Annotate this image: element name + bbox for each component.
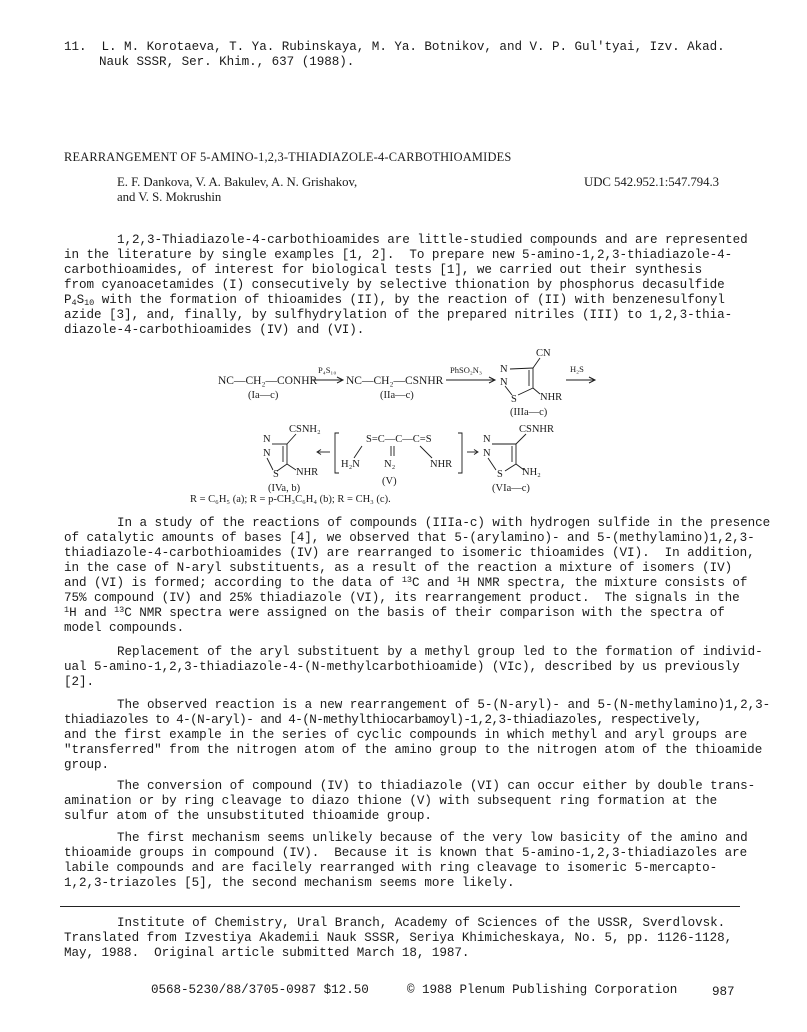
group-n2: N₂ bbox=[384, 459, 396, 470]
paragraph-1-line: from cyanoacetamides (I) consecutively by selective thionation by phosphorus decasulfide bbox=[64, 278, 725, 292]
bond bbox=[488, 458, 496, 470]
paragraph-6-line: The first mechanism seems unlikely because of the very low basicity of the amino and bbox=[117, 831, 748, 845]
ring-atom-s: S bbox=[511, 394, 517, 405]
paragraph-2-line: 75% compound (IV) and 25% thiadiazole (VI), its rearrangement product. The signals in the bbox=[64, 591, 740, 605]
substituent-nhr: NHR bbox=[430, 459, 453, 470]
paragraph-4-line: thiadiazoles to 4-(N-aryl)- and 4-(N-methylthiocarbamoyl)-1,2,3-thiadiazoles, respectively, bbox=[64, 713, 702, 727]
page-number: 987 bbox=[712, 985, 735, 999]
paragraph-6-line: 1,2,3-triazoles [5], the second mechanism seems more likely. bbox=[64, 876, 515, 890]
paragraph-3-line: Replacement of the aryl substituent by a methyl group led to the formation of individ- bbox=[117, 645, 763, 659]
reference-11-line-2: Nauk SSSR, Ser. Khim., 637 (1988). bbox=[99, 55, 355, 69]
bracket-left bbox=[335, 433, 339, 473]
authors-line-2: and V. S. Mokrushin bbox=[117, 190, 222, 204]
ring-atom-n: N bbox=[263, 448, 271, 459]
paragraph-2-line: in the case of N-aryl substituents, as a result of the reaction a mixture of isomers (IV) bbox=[64, 561, 733, 575]
ring-atom-n: N bbox=[483, 448, 491, 459]
substituent-cn: CN bbox=[536, 348, 551, 359]
bond bbox=[420, 446, 432, 458]
ring-atom-s: S bbox=[273, 469, 279, 480]
footnote-line-2: Translated from Izvestiya Akademii Nauk SSSR, Seriya Khimicheskaya, No. 5, pp. 1126-1128, bbox=[64, 931, 733, 945]
compound-ia-formula: NC—CH₂—CONHR bbox=[218, 375, 318, 387]
paragraph-4-line: "transferred" from the nitrogen atom of the amino group to the nitrogen atom of the thioamide bbox=[64, 743, 763, 757]
compound-ia-label: (Ia—c) bbox=[248, 390, 279, 401]
compound-iiia-label: (IIIa—c) bbox=[510, 407, 548, 418]
compound-via-label: (VIa—c) bbox=[492, 483, 530, 494]
p4s10-formula: $P_4S_{10}$ bbox=[64, 293, 95, 308]
reagent-p4s10: P₄S₁₀ bbox=[318, 365, 337, 375]
paragraph-1-line: carbothioamides, of interest for biological tests [1], we carried out their synthesis bbox=[64, 263, 703, 277]
bond bbox=[510, 368, 533, 369]
paragraph-5-line: The conversion of compound (IV) to thiadiazole (VI) can occur either by double trans- bbox=[117, 779, 756, 793]
ring-atom-n: N bbox=[500, 364, 508, 375]
reagent-phso2n3: PhSO₂N₃ bbox=[450, 365, 482, 375]
footnote-line-3: May, 1988. Original article submitted March 18, 1987. bbox=[64, 946, 470, 960]
r-group-definition: R = C₆H₅ (a); R = p-CH₃C₆H₄ (b); R = CH₃ (c). bbox=[190, 494, 391, 505]
bond bbox=[354, 446, 362, 458]
journal-code: 0568-5230/88/3705-0987 $12.50 bbox=[151, 983, 369, 997]
footnote-line-1: Institute of Chemistry, Ural Branch, Academy of Sciences of the USSR, Sverdlovsk. bbox=[117, 916, 726, 930]
footnote-divider bbox=[60, 906, 740, 907]
article-title: REARRANGEMENT OF 5-AMINO-1,2,3-THIADIAZOLE-4-CARBOTHIOAMIDES bbox=[64, 150, 512, 164]
compound-v-label: (V) bbox=[382, 476, 397, 487]
substituent-nh2: NH₂ bbox=[522, 467, 541, 478]
paragraph-1-line: diazole-4-carbothioamides (IV) and (VI). bbox=[64, 323, 365, 337]
reagent-h2s: H₂S bbox=[570, 364, 584, 374]
copyright-notice: © 1988 Plenum Publishing Corporation bbox=[407, 983, 678, 997]
reference-11-line-1: 11. L. M. Korotaeva, T. Ya. Rubinskaya, M. Ya. Botnikov, and V. P. Gul'tyai, Izv. Akad. bbox=[64, 40, 725, 54]
paragraph-2-line: $^1$H and $^{13}$C NMR spectra were assigned on the basis of their comparison with the spectra of bbox=[64, 605, 725, 620]
paragraph-1-line: azide [3], and, finally, by sulfhydrylation of the prepared nitriles (III) to 1,2,3-thia- bbox=[64, 308, 733, 322]
bond bbox=[287, 434, 296, 444]
ring-atom-n: N bbox=[500, 377, 508, 388]
compound-v-top: S=C—C—C=S bbox=[366, 434, 432, 445]
bond bbox=[533, 388, 540, 394]
ring-atom-n: N bbox=[483, 434, 491, 445]
bond bbox=[533, 358, 540, 368]
group-h2n: H₂N bbox=[341, 459, 360, 470]
paragraph-1-line: $P_4S_{10}$ with the formation of thioamides (II), by the reaction of (II) with benzenesulfonyl bbox=[64, 293, 725, 308]
bond bbox=[287, 464, 296, 470]
compound-iia-formula: NC—CH₂—CSNHR bbox=[346, 375, 444, 387]
paragraph-5-line: amination or by ring cleavage to diazo thione (V) with subsequent ring formation at the bbox=[64, 794, 718, 808]
bond bbox=[505, 464, 516, 471]
paragraph-2-line: model compounds. bbox=[64, 621, 185, 635]
compound-iia-label: (IIa—c) bbox=[380, 390, 414, 401]
substituent-csnh2: CSNH₂ bbox=[289, 424, 321, 435]
bond bbox=[518, 388, 533, 395]
substituent-csnhr: CSNHR bbox=[519, 424, 555, 435]
substituent-nhr: NHR bbox=[296, 467, 319, 478]
substituent-nhr: NHR bbox=[540, 392, 563, 403]
paragraph-1-line: in the literature by single examples [1, 2]. To prepare new 5-amino-1,2,3-thiadiazole-4- bbox=[64, 248, 733, 262]
paragraph-4-line: group. bbox=[64, 758, 110, 772]
paragraph-4-line: The observed reaction is a new rearrangement of 5-(N-aryl)- and 5-(N-methylamino)1,2,3- bbox=[117, 698, 771, 712]
paragraph-5-line: sulfur atom of the unsubstituted thioamide group. bbox=[64, 809, 432, 823]
paragraph-3-line: [2]. bbox=[64, 675, 95, 689]
ring-atom-n: N bbox=[263, 434, 271, 445]
paragraph-6-line: labile compounds and are facilely rearranged with ring cleavage to isomeric 5-mercapto- bbox=[64, 861, 718, 875]
reaction-scheme bbox=[0, 340, 807, 510]
authors-line-1: E. F. Dankova, V. A. Bakulev, A. N. Grishakov, bbox=[117, 175, 358, 189]
paragraph-4-line: and the first example in the series of cyclic compounds in which methyl and aryl groups are bbox=[64, 728, 748, 742]
paragraph-2-line: and (VI) is formed; according to the data of $^{13}$C and $^1$H NMR spectra, the mixture consists of bbox=[64, 575, 748, 590]
paragraph-3-line: ual 5-amino-1,2,3-thiadiazole-4-(N-methylcarbothioamide) (VIc), described by us previously bbox=[64, 660, 740, 674]
paragraph-2-line: of catalytic amounts of bases [4], we observed that 5-(arylamino)- and 5-(methylamino)1,2,3- bbox=[64, 531, 755, 545]
paragraph-6-line: thioamide groups in compound (IV). Because it is known that 5-amino-1,2,3-thiadiazoles are bbox=[64, 846, 748, 860]
paragraph-1-line: 1,2,3-Thiadiazole-4-carbothioamides are little-studied compounds and are represented bbox=[117, 233, 748, 247]
bracket-right bbox=[458, 433, 462, 473]
compound-iva-label: (IVa, b) bbox=[268, 483, 301, 494]
paragraph-2-line: In a study of the reactions of compounds (IIIa-c) with hydrogen sulfide in the presence bbox=[117, 516, 771, 530]
udc-code: UDC 542.952.1:547.794.3 bbox=[584, 175, 719, 189]
paragraph-2-line: thiadiazole-4-carbothioamides (IV) are rearranged to isomeric thioamides (VI). In addition, bbox=[64, 546, 755, 560]
ring-atom-s: S bbox=[497, 469, 503, 480]
bond bbox=[516, 434, 526, 444]
